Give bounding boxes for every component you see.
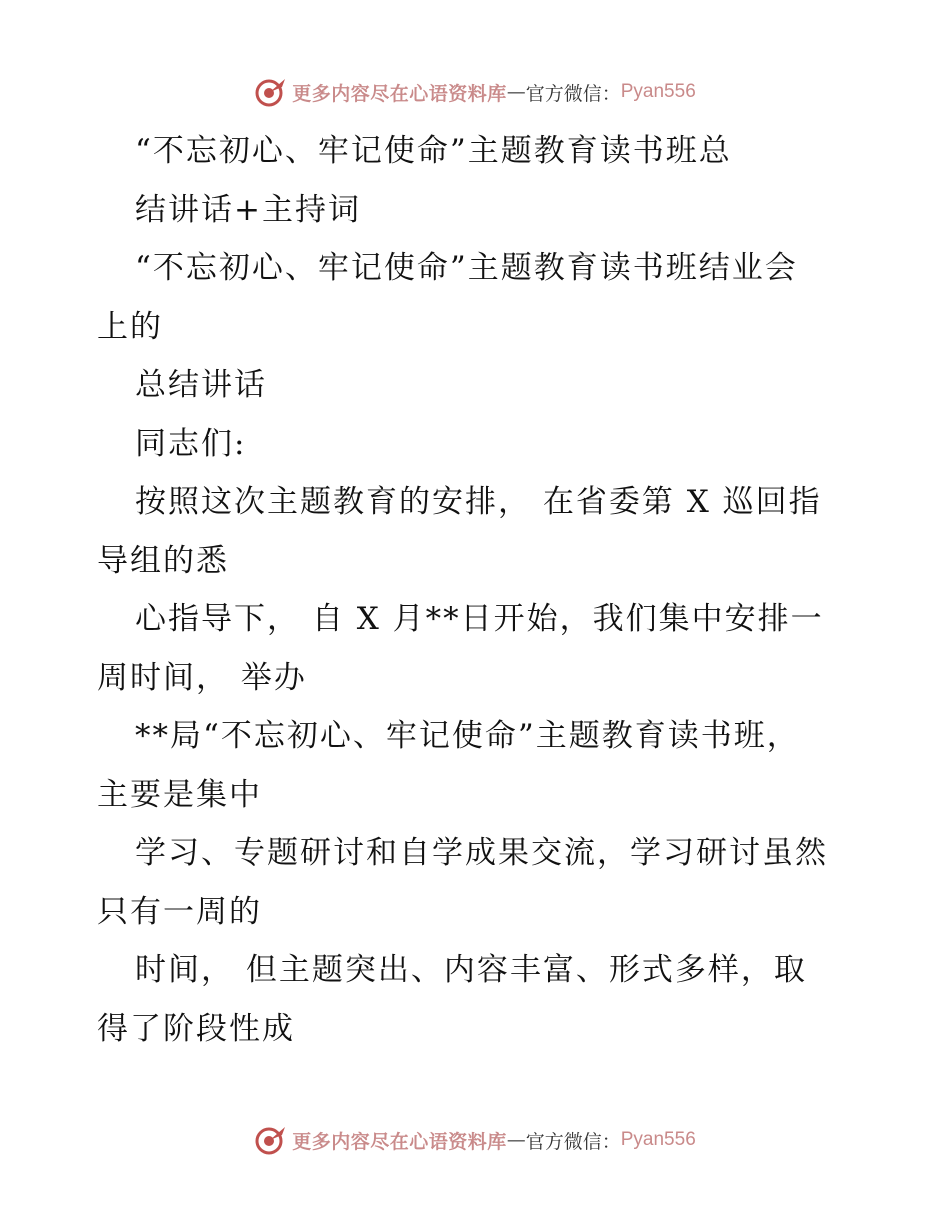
doc-line: “不忘初心、牢记使命”主题教育读书班总 <box>135 133 732 169</box>
doc-line: 主要是集中 <box>97 776 262 813</box>
banner-handle: Pyan556 <box>620 81 696 102</box>
brand-logo-icon <box>254 1123 288 1157</box>
header-watermark-banner <box>0 72 950 112</box>
doc-line: 按照这次主题教育的安排， 在省委第 X 巡回指 <box>135 484 822 520</box>
banner-text: 更多内容尽在心语资料库 <box>292 1130 507 1153</box>
doc-line: **局“不忘初心、牢记使命”主题教育读书班， <box>135 718 800 754</box>
banner-separator: — <box>506 1129 526 1151</box>
doc-line: 学习、专题研讨和自学成果交流，学习研讨虽然 <box>135 835 828 871</box>
banner-separator: — <box>506 81 526 103</box>
doc-line: 上的 <box>97 308 163 345</box>
doc-line: 总结讲话 <box>135 367 267 403</box>
banner-wechat-label: 官方微信： <box>525 1130 621 1153</box>
brand-logo-icon <box>254 75 288 109</box>
doc-line: 时间， 但主题突出、内容丰富、形式多样，取 <box>135 952 807 988</box>
document-body <box>97 122 857 1058</box>
doc-line: 导组的悉 <box>97 542 229 579</box>
doc-line: 结讲话+主持词 <box>135 191 361 228</box>
banner-handle: Pyan556 <box>620 1129 696 1150</box>
doc-line: 得了阶段性成 <box>97 1010 295 1047</box>
doc-line: 心指导下， 自 X 月**日开始，我们集中安排一 <box>135 601 824 637</box>
banner-wechat-label: 官方微信： <box>525 82 621 105</box>
doc-line: “不忘初心、牢记使命”主题教育读书班结业会 <box>135 250 798 286</box>
doc-line: 周时间， 举办 <box>97 659 307 696</box>
banner-text: 更多内容尽在心语资料库 <box>292 82 507 105</box>
doc-line: 只有一周的 <box>97 893 262 930</box>
doc-line: 同志们: <box>135 425 247 462</box>
footer-watermark-banner <box>0 1120 950 1160</box>
